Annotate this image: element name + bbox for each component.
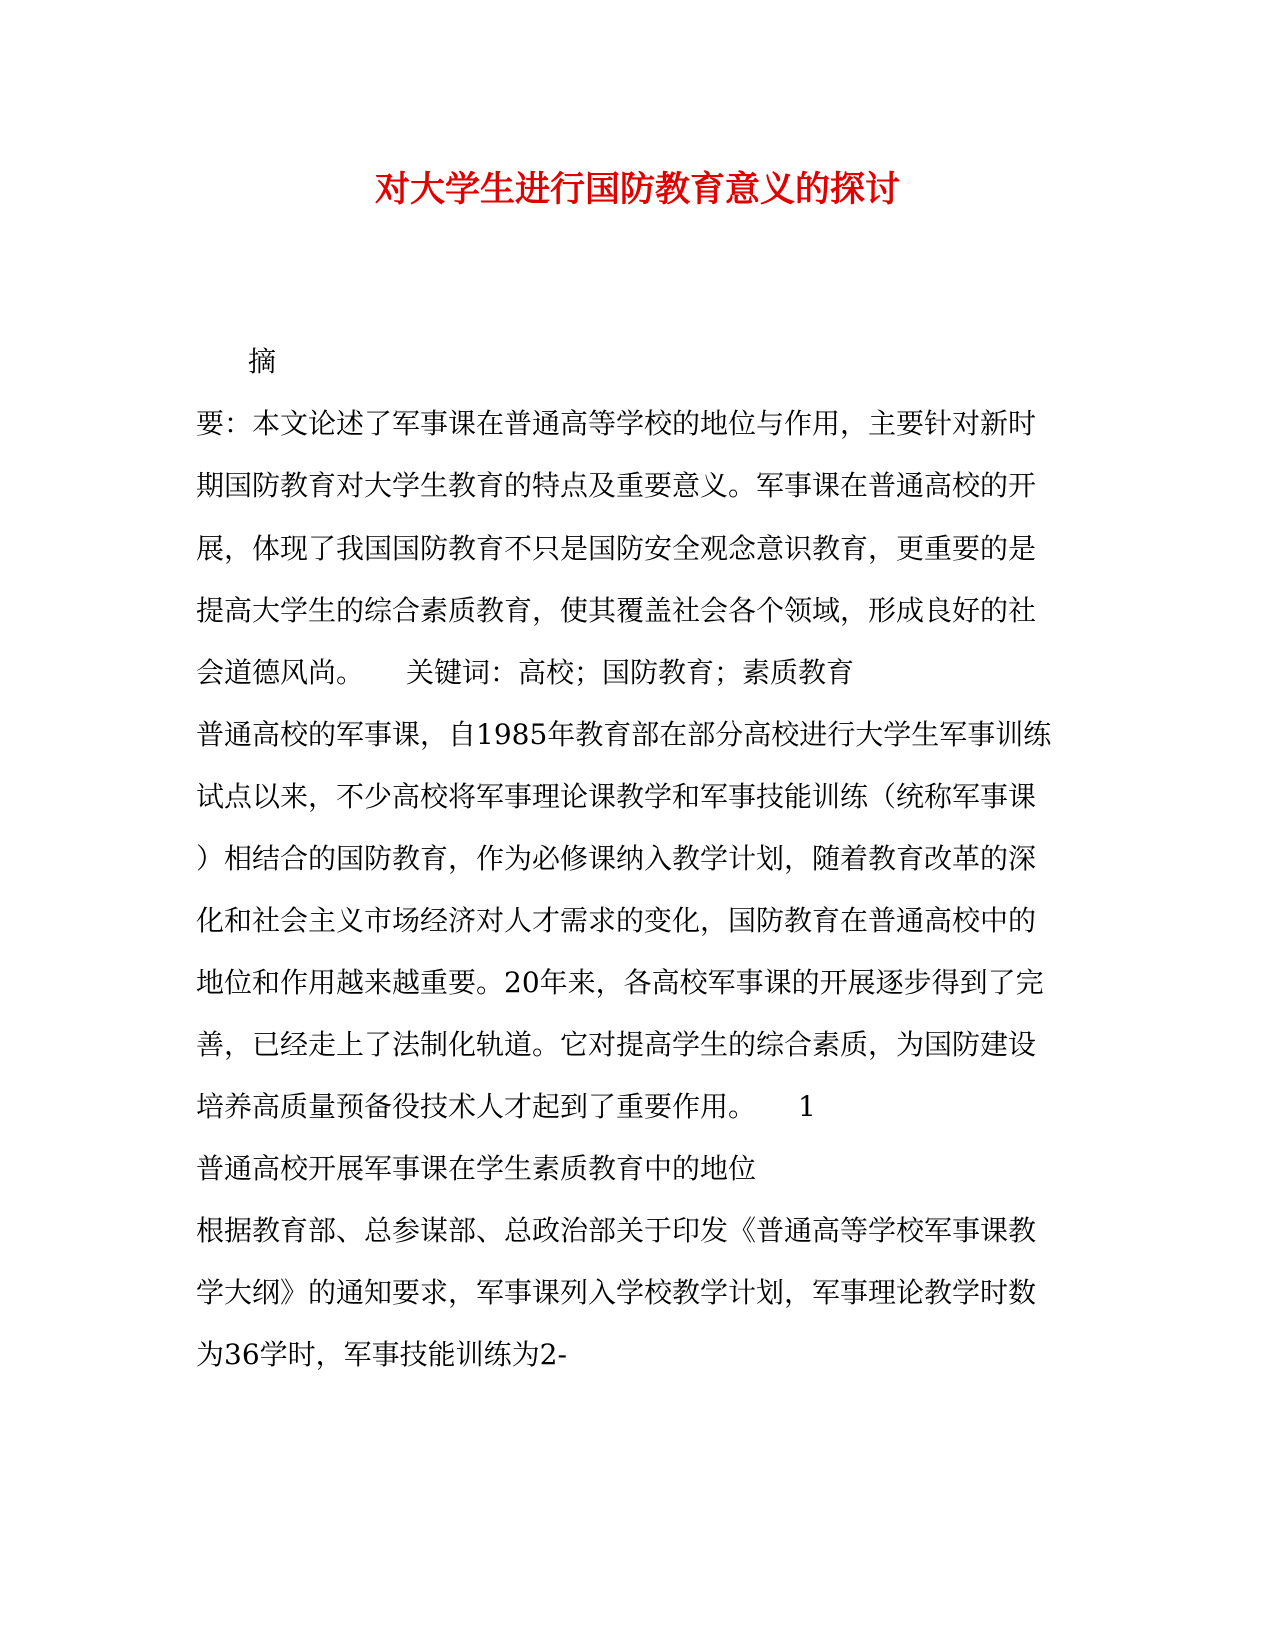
body-line-11: 地位和作用越来越重要。20年来，各高校军事课的开展逐步得到了完: [196, 966, 1044, 999]
body-line-14: 普通高校开展军事课在学生素质教育中的地位: [196, 1152, 757, 1185]
body-line-8: 试点以来，不少高校将军事理论课教学和军事技能训练（统称军事课: [196, 780, 1037, 813]
body-line-9: ）相结合的国防教育，作为必修课纳入教学计划，随着教育改革的深: [196, 842, 1037, 875]
body-line-3: 期国防教育对大学生教育的特点及重要意义。军事课在普通高校的开: [196, 469, 1037, 502]
body-line-16: 学大纲》的通知要求，军事课列入学校教学计划，军事理论教学时数: [196, 1276, 1037, 1309]
body-line-12: 善，已经走上了法制化轨道。它对提高学生的综合素质，为国防建设: [196, 1028, 1037, 1061]
body-line-4: 展，体现了我国国防教育不只是国防安全观念意识教育，更重要的是: [196, 532, 1037, 565]
body-line-5: 提高大学生的综合素质教育，使其覆盖社会各个领域，形成良好的社: [196, 594, 1037, 627]
body-line-17: 为36学时，军事技能训练为2-: [196, 1338, 567, 1371]
body-line-13: 培养高质量预备役技术人才起到了重要作用。 1: [196, 1090, 816, 1123]
body-line-15: 根据教育部、总参谋部、总政治部关于印发《普通高等学校军事课教: [196, 1214, 1037, 1247]
body-line-1: 摘: [248, 345, 277, 378]
body-line-7: 普通高校的军事课，自1985年教育部在部分高校进行大学生军事训练: [196, 718, 1052, 751]
body-line-6: 会道德风尚。 关键词：高校；国防教育；素质教育: [196, 656, 855, 689]
document-title: 对大学生进行国防教育意义的探讨: [374, 169, 900, 210]
body-line-2: 要：本文论述了军事课在普通高等学校的地位与作用，主要针对新时: [196, 407, 1037, 440]
body-line-10: 化和社会主义市场经济对人才需求的变化，国防教育在普通高校中的: [196, 904, 1037, 937]
